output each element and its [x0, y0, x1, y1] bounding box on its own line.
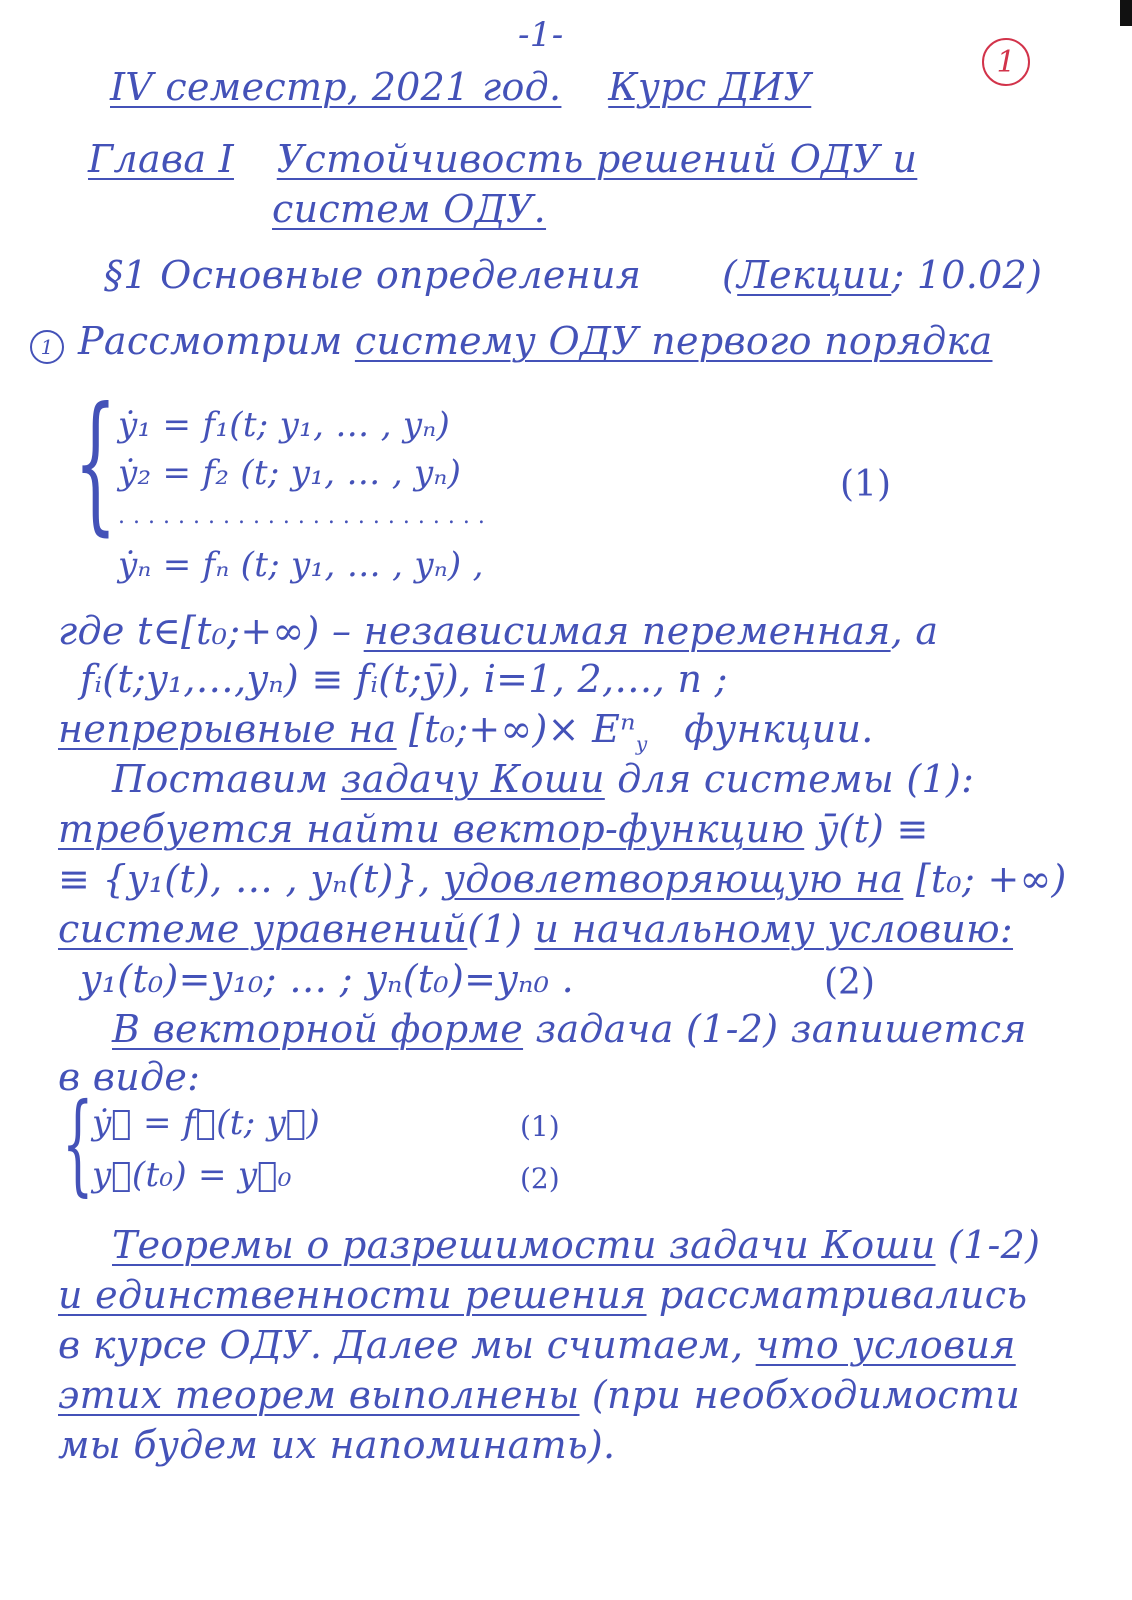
system2-row2: y⃗(t₀) = y⃗₀: [92, 1155, 292, 1195]
intro-lead: Рассмотрим: [78, 319, 343, 363]
system1-row2: ẏ₂ = f₂ (t; y₁, … , yₙ): [118, 453, 462, 493]
body-line4: Поставим задачу Коши для системы (1):: [112, 757, 975, 801]
body-line6: ≡ {y₁(t), … , yₙ(t)}, удовлетворяющую на [t₀; +∞): [58, 857, 1067, 901]
intro-line: [78, 319, 993, 363]
body-line7: системе уравнений(1) и начальному условию:: [58, 907, 1013, 951]
closing-line5: мы будем их напоминать).: [58, 1423, 616, 1467]
course-label: Курс ДИУ: [608, 65, 812, 109]
system2-brace: {: [62, 1079, 94, 1207]
system1-brace: {: [74, 376, 117, 550]
intro-underlined: систему ОДУ первого порядка: [354, 319, 993, 363]
lecture-date: 10.02: [916, 253, 1028, 297]
chapter-title-2: систем ОДУ.: [272, 187, 547, 231]
page-badge: 1: [982, 38, 1030, 86]
system1-label: (1): [840, 464, 891, 505]
lecture-label: Лекции: [737, 253, 892, 297]
body-line8-label: (2): [824, 962, 875, 1003]
closing-line3: в курсе ОДУ. Далее мы считаем, что условия: [58, 1323, 1016, 1367]
body-line2: fᵢ(t;y₁,…,yₙ) ≡ fᵢ(t;ȳ), i=1, 2,…, n ;: [80, 657, 728, 701]
body-line5: требуется найти вектор-функцию ȳ(t) ≡: [58, 807, 929, 851]
section-line: §1 Основные определения (Лекции; 10.02): [104, 253, 1043, 297]
body-line9: В векторной форме задача (1-2) запишется: [112, 1007, 1027, 1051]
header-line: [110, 65, 812, 109]
semester-label: IV семестр, 2021 год.: [110, 65, 562, 109]
scan-corner-mark: [1120, 0, 1132, 26]
body-line10: в виде:: [58, 1055, 201, 1099]
item-marker: 1: [30, 330, 64, 364]
chapter-title-line2: [272, 187, 547, 231]
system1-row3: ẏₙ = fₙ (t; y₁, … , yₙ) ,: [118, 545, 484, 585]
closing-line2: и единственности решения рассматривались: [58, 1273, 1028, 1317]
chapter-line: [88, 137, 918, 181]
system2-row2-label: (2): [520, 1162, 560, 1195]
page-number: -1-: [518, 15, 564, 55]
closing-line1: Теоремы о разрешимости задачи Коши (1-2): [112, 1223, 1041, 1267]
section-title: §1 Основные определения: [104, 253, 642, 297]
system1-row1: ẏ₁ = f₁(t; y₁, … , yₙ): [118, 405, 451, 445]
chapter-title-1: Устойчивость решений ОДУ и: [276, 137, 918, 181]
body-line3: непрерывные на [t₀;+∞)× Eⁿ$_y$ функции.: [58, 707, 874, 756]
system1-dots: .........................: [118, 504, 493, 529]
closing-line4: этих теорем выполнены (при необходимости: [58, 1373, 1021, 1417]
body-line8: y₁(t₀)=y₁₀; … ; yₙ(t₀)=yₙ₀ .: [80, 957, 574, 1001]
system2-row1: ẏ⃗ = f⃗(t; y⃗): [92, 1103, 321, 1143]
system2-row1-label: (1): [520, 1110, 560, 1143]
chapter-label: Глава I: [88, 137, 234, 181]
body-line1: где t∈[t₀;+∞) – независимая переменная, а: [58, 609, 939, 653]
